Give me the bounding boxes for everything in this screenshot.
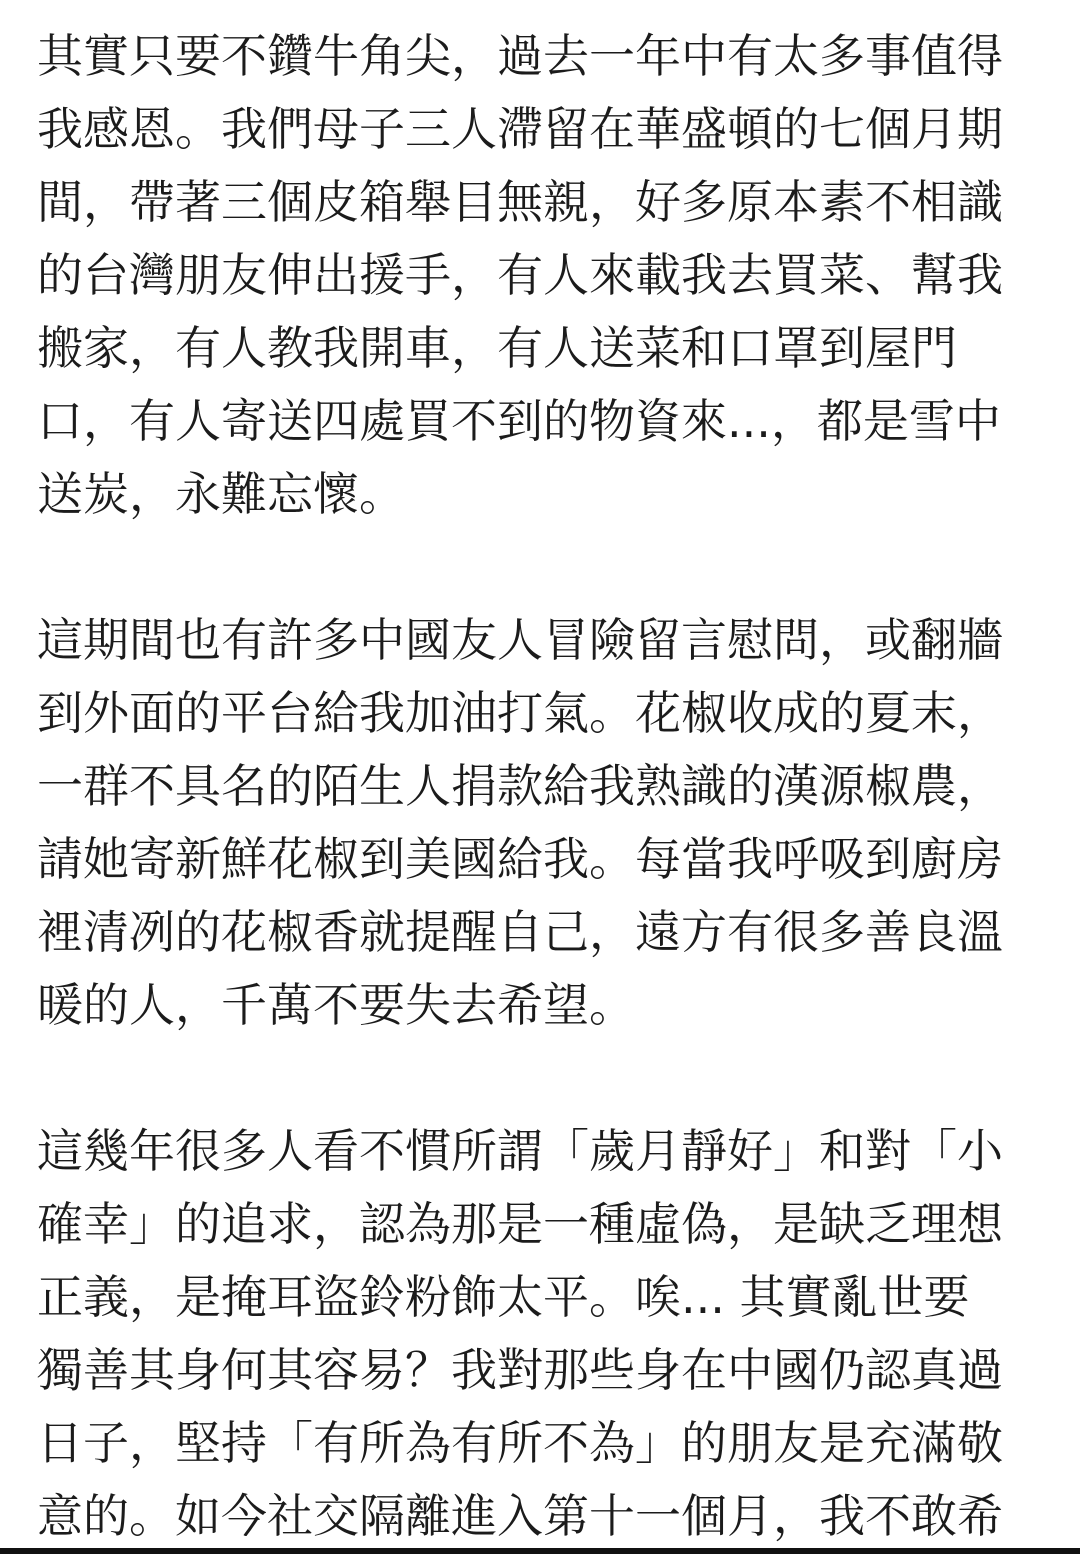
text-line: 這幾年很多人看不慣所謂「歲月靜好」和對「小 <box>37 1124 1003 1178</box>
text-line: 口，有人寄送四處買不到的物資來...，都是雪中 <box>37 394 1001 448</box>
article-body <box>37 20 1049 1553</box>
text-line: 日子，堅持「有所為有所不為」的朋友是充滿敬 <box>37 1416 1003 1470</box>
text-line: 這期間也有許多中國友人冒險留言慰問，或翻牆 <box>37 613 1003 667</box>
paragraph-3 <box>37 1115 1049 1553</box>
text-line: 意的。如今社交隔離進入第十一個月，我不敢希 <box>37 1489 1003 1543</box>
text-line: 一群不具名的陌生人捐款給我熟識的漢源椒農， <box>37 759 1003 813</box>
text-line: 送炭，永難忘懷。 <box>37 467 405 521</box>
text-line: 搬家，有人教我開車，有人送菜和口罩到屋門 <box>37 321 957 375</box>
text-line: 我感恩。我們母子三人滯留在華盛頓的七個月期 <box>37 102 1003 156</box>
text-line: 獨善其身何其容易？我對那些身在中國仍認真過 <box>37 1343 1003 1397</box>
paragraph-1 <box>37 20 1049 531</box>
text-line: 其實只要不鑽牛角尖，過去一年中有太多事值得 <box>37 29 1003 83</box>
text-line: 到外面的平台給我加油打氣。花椒收成的夏末， <box>37 686 1003 740</box>
text-line: 裡清冽的花椒香就提醒自己，遠方有很多善良溫 <box>37 905 1003 959</box>
text-line: 的台灣朋友伸出援手，有人來載我去買菜、幫我 <box>37 248 1003 302</box>
text-line: 間，帶著三個皮箱舉目無親，好多原本素不相識 <box>37 175 1003 229</box>
bottom-edge-bar <box>0 1548 1080 1554</box>
text-line: 正義，是掩耳盜鈴粉飾太平。唉... 其實亂世要 <box>37 1270 970 1324</box>
paragraph-spacer <box>37 531 1049 604</box>
text-line: 確幸」的追求，認為那是一種虛偽，是缺乏理想 <box>37 1197 1003 1251</box>
paragraph-2 <box>37 604 1049 1042</box>
text-line: 暖的人，千萬不要失去希望。 <box>37 978 635 1032</box>
paragraph-spacer <box>37 1042 1049 1115</box>
text-line: 請她寄新鮮花椒到美國給我。每當我呼吸到廚房 <box>37 832 1003 886</box>
